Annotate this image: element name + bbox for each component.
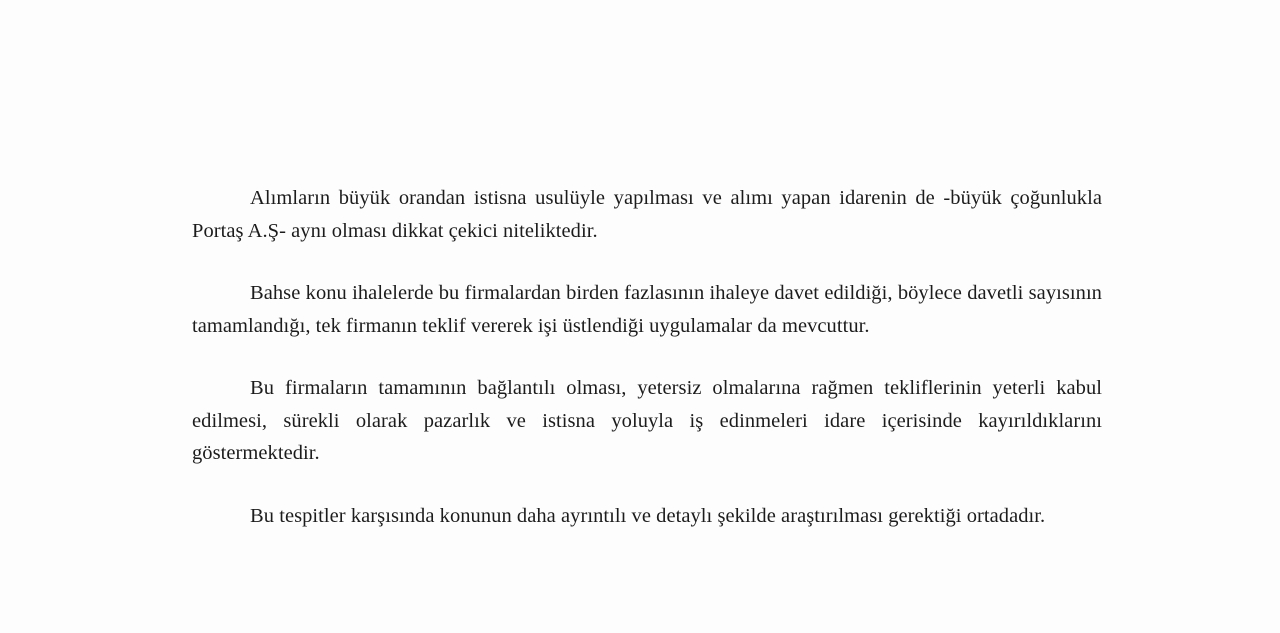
document-body	[192, 182, 1102, 532]
paragraph-3: Bu firmaların tamamının bağlantılı olması, yetersiz olmalarına rağmen tekliflerinin yeterli kabul edilmesi, sürekli olarak pazarlık ve istisna yoluyla iş edinmeleri idare içerisinde kayırıldıklarını göstermektedir.	[192, 377, 1102, 464]
paragraph-4: Bu tespitler karşısında konunun daha ayrıntılı ve detaylı şekilde araştırılması gerektiği ortadadır.	[250, 504, 1046, 527]
paragraph-2: Bahse konu ihalelerde bu firmalardan birden fazlasının ihaleye davet edildiği, böylece davetli sayısının tamamlandığı, tek firmanın teklif vererek işi üstlendiği uygulamalar da mevcuttur.	[192, 282, 1102, 337]
paragraph-1: Alımların büyük orandan istisna usulüyle yapılması ve alımı yapan idarenin de -büyük çoğunlukla Portaş A.Ş- aynı olması dikkat çekici niteliktedir.	[192, 187, 1102, 242]
